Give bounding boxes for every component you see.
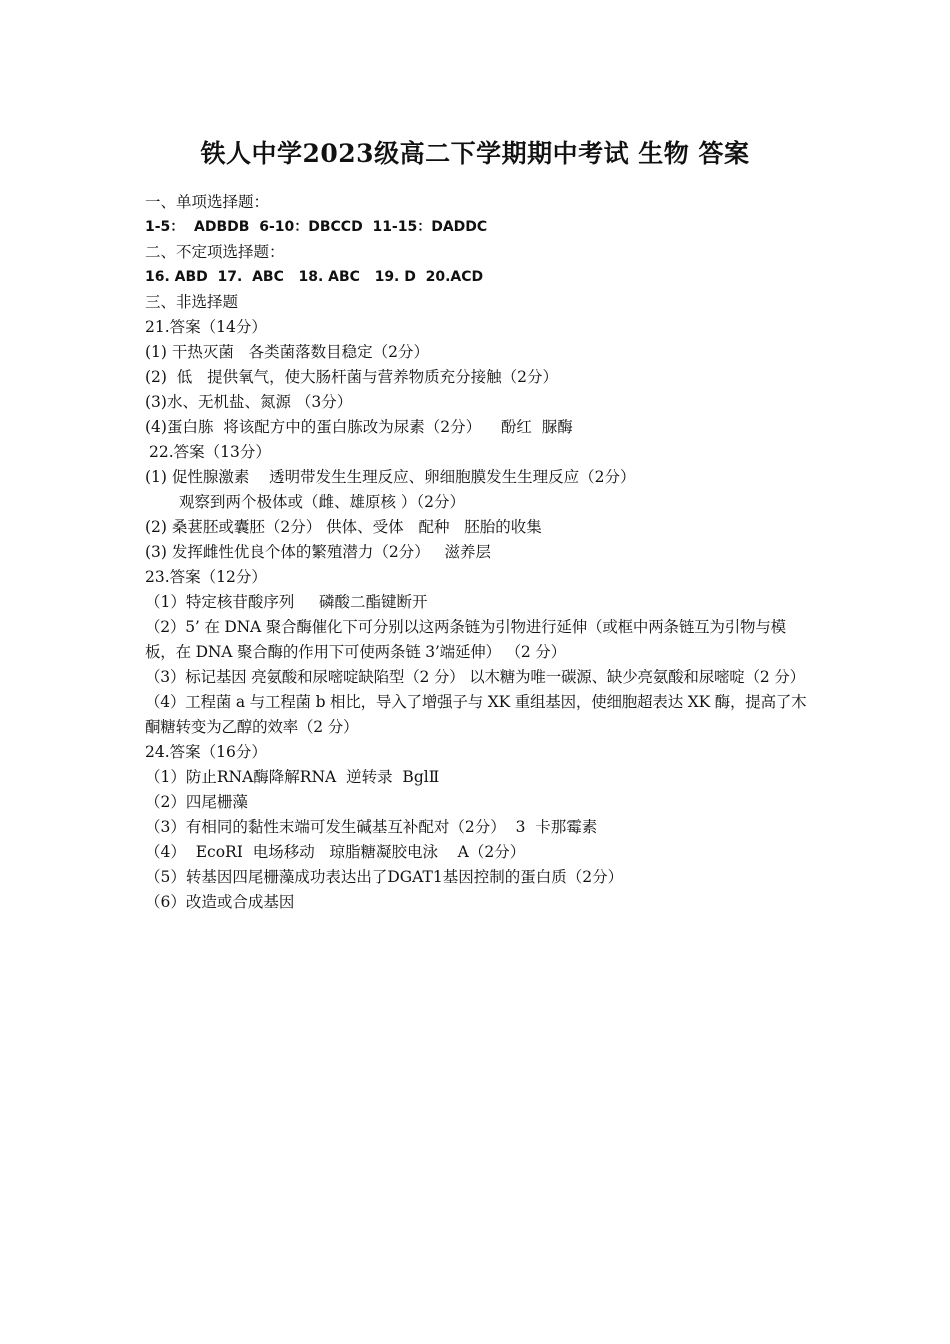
question-21-part-4: (4)蛋白胨 将该配方中的蛋白胨改为尿素（2分） 酚红 脲酶 <box>145 418 573 436</box>
question-21-heading: 21.答案（14分） <box>145 318 267 336</box>
question-21-part-2: (2) 低 提供氧气，使大肠杆菌与营养物质充分接触（2分） <box>145 368 558 386</box>
question-22-heading: 22.答案（13分） <box>149 443 271 461</box>
question-22-part-2: (2) 桑葚胚或囊胚（2分） 供体、受体 配种 胚胎的收集 <box>145 518 542 536</box>
question-23-part-4: （4）工程菌 a 与工程菌 b 相比，导入了增强子与 XK 重组基因，使细胞超表达 XK 酶，提高了木酮糖转变为乙醇的效率（2 分） <box>145 693 807 736</box>
section-heading-multiple-choice: 二、不定项选择题： <box>145 243 285 261</box>
question-21-part-3: (3)水、无机盐、氮源 （3分） <box>145 393 353 411</box>
section-heading-single-choice: 一、单项选择题： <box>145 193 270 211</box>
answer-content <box>145 190 815 915</box>
section-heading-non-choice: 三、非选择题 <box>145 293 239 311</box>
question-24-part-4: （4） EcoRI 电场移动 琼脂糖凝胶电泳 A（2分） <box>145 843 526 861</box>
question-23-heading: 23.答案（12分） <box>145 568 267 586</box>
question-24-part-2: （2）四尾栅藻 <box>145 793 248 811</box>
question-23-part-3: （3）标记基因 亮氨酸和尿嘧啶缺陷型（2 分） 以木糖为唯一碳源、缺少亮氨酸和尿嘧啶（2 分） <box>145 668 805 686</box>
question-21-part-1: (1) 干热灭菌 各类菌落数目稳定（2分） <box>145 343 430 361</box>
single-choice-answers: 1-5： ADBDB 6-10：DBCCD 11-15：DADDC <box>145 219 488 235</box>
question-23-part-1: （1）特定核苷酸序列 磷酸二酯键断开 <box>145 593 428 611</box>
question-24-part-3: （3）有相同的黏性末端可发生碱基互补配对（2分） 3 卡那霉素 <box>145 818 598 836</box>
question-22-part-3: (3) 发挥雌性优良个体的繁殖潜力（2分） 滋养层 <box>145 543 492 561</box>
question-23-part-2: （2）5’ 在 DNA 聚合酶催化下可分别以这两条链为引物进行延伸（或框中两条链互为引物与模板，在 DNA 聚合酶的作用下可使两条链 3’端延伸） （2 分） <box>145 618 786 661</box>
question-24-part-6: （6）改造或合成基因 <box>145 893 295 911</box>
page-title: 铁人中学2023级高二下学期期中考试 生物 答案 <box>200 139 750 168</box>
multiple-choice-answers: 16. ABD 17. ABC 18. ABC 19. D 20.ACD <box>145 269 484 285</box>
question-24-part-1: （1）防止RNA酶降解RNA 逆转录 BglⅡ <box>145 768 440 786</box>
question-22-part-1: (1) 促性腺激素 透明带发生生理反应、卵细胞膜发生生理反应（2分） <box>145 468 636 486</box>
question-22-part-1-continued: 观察到两个极体或（雌、雄原核 ）（2分） <box>179 493 466 511</box>
question-24-part-5: （5）转基因四尾栅藻成功表达出了DGAT1基因控制的蛋白质（2分） <box>145 868 624 886</box>
question-24-heading: 24.答案（16分） <box>145 743 267 761</box>
